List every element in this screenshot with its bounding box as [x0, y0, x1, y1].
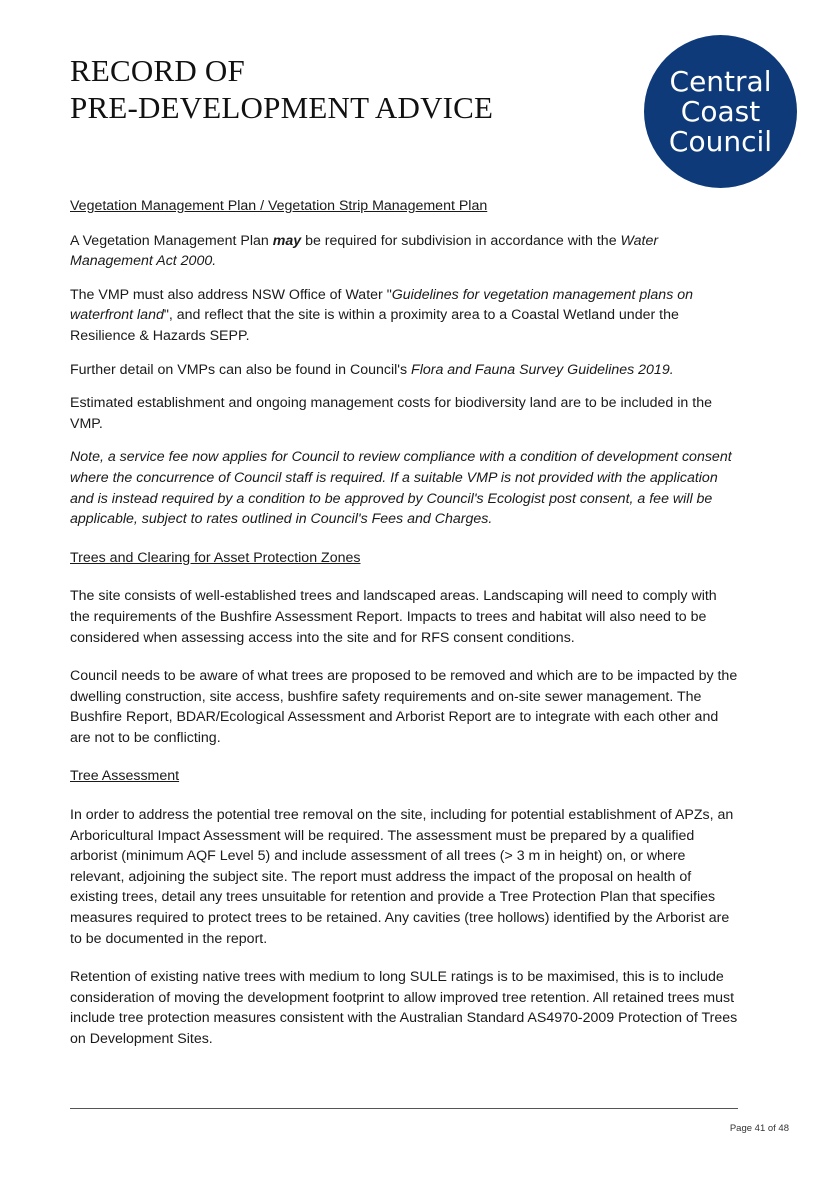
- apz-paragraph-1: The site consists of well-established trees and landscaped areas. Landscaping will need to comply with the requirements of the Bushfire Assessment Report. Impacts to trees and habitat will also need to be considered when assessing access into the site and for RFS consent conditions.: [70, 588, 717, 646]
- flora-fauna-reference: Flora and Fauna Survey Guidelines 2019.: [411, 361, 674, 378]
- logo-line-2: Coast: [680, 94, 761, 128]
- vmp-paragraph-2: [70, 285, 740, 347]
- guidelines-reference: Guidelines for vegetation management plans on waterfront land: [70, 286, 694, 324]
- title-line-1: RECORD OF: [70, 53, 245, 88]
- vmp-note: Note, a service fee now applies for Council to review compliance with a condition of development consent where the concurrence of Council staff is required. If a suitable VMP is not provided with the application and is instead required by a condition to be approved by Council's Ecologist post consent, a fee will be applicable, subject to rates outlined in Council's Fees and Charges.: [70, 449, 732, 528]
- act-reference: Water Management Act 2000.: [70, 232, 659, 270]
- emphasis-may: may: [272, 232, 302, 249]
- footer-divider: [70, 1108, 738, 1109]
- apz-paragraph-2: Council needs to be aware of what trees are proposed to be removed and which are to be impacted by the dwelling construction, site access, bushfire safety requirements and on-site sewer management. The Bushfire Report, BDAR/Ecological Assessment and Arborist Report are to integrate with each other and are not to be conflicting.: [70, 668, 738, 746]
- title-line-2: PRE-DEVELOPMENT ADVICE: [70, 90, 494, 125]
- text-run: The VMP must also address NSW Office of Water ": [70, 286, 392, 303]
- vmp-paragraph-1: [70, 231, 740, 272]
- tree-assessment-heading: Tree Assessment: [70, 768, 180, 785]
- logo-line-3: Council: [668, 124, 773, 158]
- text-run: be required for subdivision in accordance with the: [301, 232, 621, 249]
- vmp-paragraph-3: [70, 360, 740, 381]
- tree-paragraph-2: Retention of existing native trees with medium to long SULE ratings is to be maximised, this is to include consideration of moving the development footprint to allow improved tree retention. All retained trees must include tree protection measures consistent with the Australian Standard AS4970-2009 Protection of Trees on Development Sites.: [70, 969, 738, 1047]
- text-run: A Vegetation Management Plan: [70, 232, 273, 249]
- central-coast-council-logo: [644, 35, 797, 188]
- page-number: Page 41 of 48: [729, 1123, 789, 1134]
- vmp-paragraph-4: Estimated establishment and ongoing management costs for biodiversity land are to be included in the VMP.: [70, 395, 712, 432]
- apz-heading: Trees and Clearing for Asset Protection Zones: [70, 549, 361, 566]
- tree-paragraph-1: In order to address the potential tree removal on the site, including for potential establishment of APZs, an Arboricultural Impact Assessment will be required. The assessment must be prepared by a qualified arborist (minimum AQF Level 5) and include assessment of all trees (> 3 m in height) on, or where relevant, adjoining the subject site. The report must address the impact of the proposal on health of existing trees, detail any trees unsuitable for retention and provide a Tree Protection Plan that specifies measures required to protect trees to be retained. Any cavities (tree hollows) identified by the Arborist are to be documented in the report.: [70, 807, 734, 947]
- text-run: Further detail on VMPs can also be found in Council's: [70, 361, 412, 378]
- vmp-heading: Vegetation Management Plan / Vegetation Strip Management Plan: [70, 198, 488, 214]
- text-run: ", and reflect that the site is within a proximity area to a Coastal Wetland under the Resilience & Hazards SEPP.: [70, 307, 679, 344]
- document-title: [70, 52, 493, 126]
- logo-line-1: Central: [669, 64, 772, 98]
- document-body: [70, 196, 740, 1063]
